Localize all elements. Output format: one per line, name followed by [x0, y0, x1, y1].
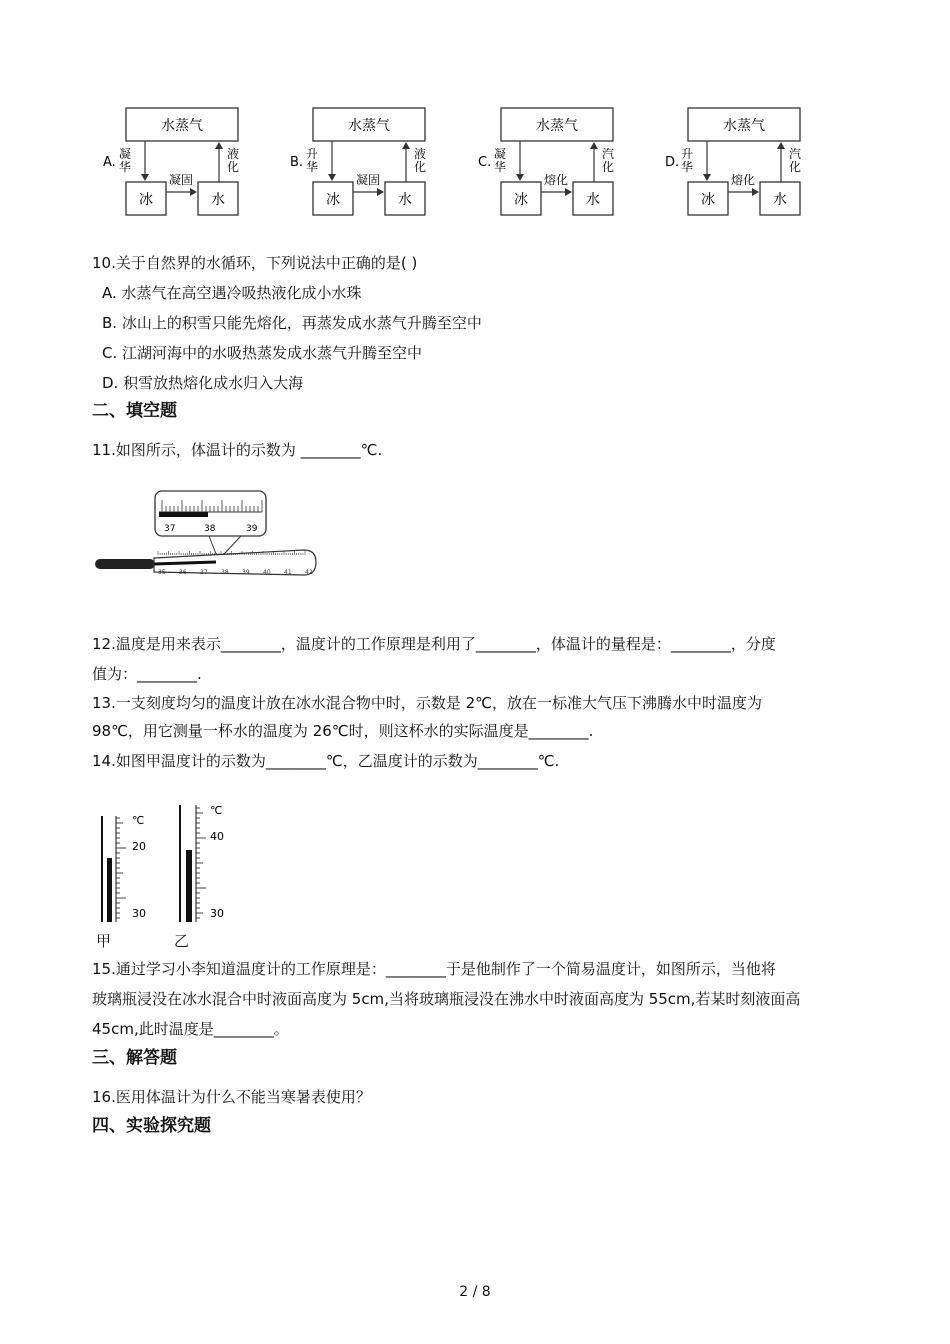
- ice-box-label: 冰: [326, 192, 340, 208]
- jia-label-top: 20: [132, 840, 146, 853]
- yi-label-bottom: 30: [210, 907, 224, 920]
- ice-box-label: 冰: [514, 192, 528, 208]
- diagram-option-letter: D.: [665, 155, 680, 170]
- scale-tick-label: 42: [305, 569, 313, 576]
- question-13-line-1: 13.一支刻度均匀的温度计放在冰水混合物中时，示数是 2℃，放在一标准大气压下沸腾水中时温度为: [92, 694, 763, 712]
- question-12-line-1: 12.温度是用来表示________，温度计的工作原理是利用了________，体温计的量程是：________，分度: [92, 635, 776, 653]
- question-15-line-1: 15.通过学习小李知道温度计的工作原理是：________于是他制作了一个简易温度计，如图所示，当他将: [92, 960, 776, 978]
- phase-diagrams-svg: [95, 100, 835, 225]
- mid-process-label: 凝固: [168, 173, 194, 187]
- right-process-label: 液: [413, 147, 427, 161]
- question-11-stem: 11.如图所示，体温计的示数为 ________℃.: [92, 441, 383, 459]
- water-box-label: 水: [586, 192, 600, 208]
- water-box-label: 水: [398, 192, 412, 208]
- mid-process-label: 凝固: [355, 173, 381, 187]
- yi-unit: ℃: [210, 804, 223, 817]
- section-heading-experiment: 四、实验探究题: [92, 1116, 211, 1136]
- right-process-label: 汽: [788, 147, 802, 161]
- scale-tick-label: 37: [200, 569, 208, 576]
- ice-box-label: 冰: [701, 192, 715, 208]
- thermometer-pair-figure: [92, 800, 252, 950]
- page-number: 2 / 8: [459, 1284, 491, 1300]
- ice-box-label: 冰: [139, 192, 153, 208]
- vapor-box-label: 水蒸气: [348, 118, 390, 134]
- right-process-label: 化: [601, 160, 615, 174]
- water-box-label: 水: [773, 192, 787, 208]
- right-process-label: 化: [413, 160, 427, 174]
- question-12-line-2: 值为：________.: [92, 665, 202, 683]
- mid-process-label: 熔化: [730, 173, 756, 187]
- diagram-option-letter: C.: [478, 155, 492, 170]
- scale-tick-label: 36: [179, 569, 187, 576]
- scale-tick-label: 40: [263, 569, 271, 576]
- left-process-label: 华: [305, 160, 319, 174]
- zoom-tick-label: 37: [164, 524, 176, 534]
- phase-diagram: [103, 108, 239, 215]
- scale-tick-label: 35: [158, 569, 166, 576]
- phase-diagram: [478, 108, 614, 215]
- right-process-label: 化: [226, 160, 240, 174]
- zoom-tick-label: 38: [204, 524, 216, 534]
- mercury-column: [154, 562, 216, 564]
- question-15-line-3: 45cm,此时温度是________。: [92, 1020, 289, 1038]
- question-16-stem: 16.医用体温计为什么不能当寒暑表使用？: [92, 1088, 371, 1106]
- yi-liquid-column: [186, 850, 192, 922]
- jia-label-bottom: 30: [132, 907, 146, 920]
- question-10-option-a: A. 水蒸气在高空遇冷吸热液化成小水珠: [102, 284, 362, 302]
- vapor-box-label: 水蒸气: [723, 118, 765, 134]
- mid-process-label: 熔化: [543, 173, 569, 187]
- right-process-label: 汽: [601, 147, 615, 161]
- phase-diagram-row: [95, 100, 835, 225]
- yi-caption: 乙: [174, 932, 190, 950]
- question-10-option-d: D. 积雪放热熔化成水归入大海: [102, 374, 304, 392]
- left-process-label: 升: [305, 147, 319, 161]
- right-process-label: 液: [226, 147, 240, 161]
- zoom-tick-label: 39: [246, 524, 258, 534]
- vapor-box-label: 水蒸气: [161, 118, 203, 134]
- yi-label-top: 40: [210, 830, 224, 843]
- right-process-label: 化: [788, 160, 802, 174]
- jia-liquid-column: [107, 858, 112, 922]
- left-process-label: 华: [493, 160, 507, 174]
- question-10-stem: 10.关于自然界的水循环，下列说法中正确的是( ): [92, 254, 418, 272]
- diagram-option-letter: A.: [103, 155, 116, 170]
- question-10-option-b: B. 冰山上的积雪只能先熔化，再蒸发成水蒸气升腾至空中: [102, 314, 482, 332]
- scale-tick-label: 39: [242, 569, 250, 576]
- phase-diagram: [665, 108, 801, 215]
- vapor-box-label: 水蒸气: [536, 118, 578, 134]
- question-10-option-c: C. 江湖河海中的水吸热蒸发成水蒸气升腾至空中: [102, 344, 423, 362]
- section-heading-answer: 三、解答题: [92, 1048, 177, 1068]
- left-process-label: 凝: [493, 147, 507, 161]
- magnified-mercury-column: [159, 512, 208, 517]
- scale-tick-label: 38: [221, 569, 229, 576]
- water-box-label: 水: [211, 192, 225, 208]
- phase-diagram: [290, 108, 426, 215]
- scale-tick-label: 41: [284, 569, 292, 576]
- thermometer-pair-svg: [92, 800, 252, 925]
- left-process-label: 华: [680, 160, 694, 174]
- clinical-thermometer-figure: [94, 488, 324, 583]
- left-process-label: 华: [118, 160, 132, 174]
- diagram-option-letter: B.: [290, 155, 304, 170]
- thermometer-bulb: [95, 559, 155, 569]
- question-13-line-2: 98℃，用它测量一杯水的温度为 26℃时，则这杯水的实际温度是________.: [92, 722, 594, 740]
- question-15-line-2: 玻璃瓶浸没在冰水混合中时液面高度为 5cm,当将玻璃瓶浸没在沸水中时液面高度为 55cm,若某时刻液面高: [92, 990, 801, 1008]
- section-heading-fill-in: 二、填空题: [92, 401, 177, 421]
- clinical-thermometer-svg: [94, 488, 324, 583]
- jia-caption: 甲: [96, 932, 112, 950]
- left-process-label: 升: [680, 147, 694, 161]
- question-14-stem: 14.如图甲温度计的示数为________℃，乙温度计的示数为________℃.: [92, 752, 560, 770]
- left-process-label: 凝: [118, 147, 132, 161]
- jia-unit: ℃: [132, 814, 145, 827]
